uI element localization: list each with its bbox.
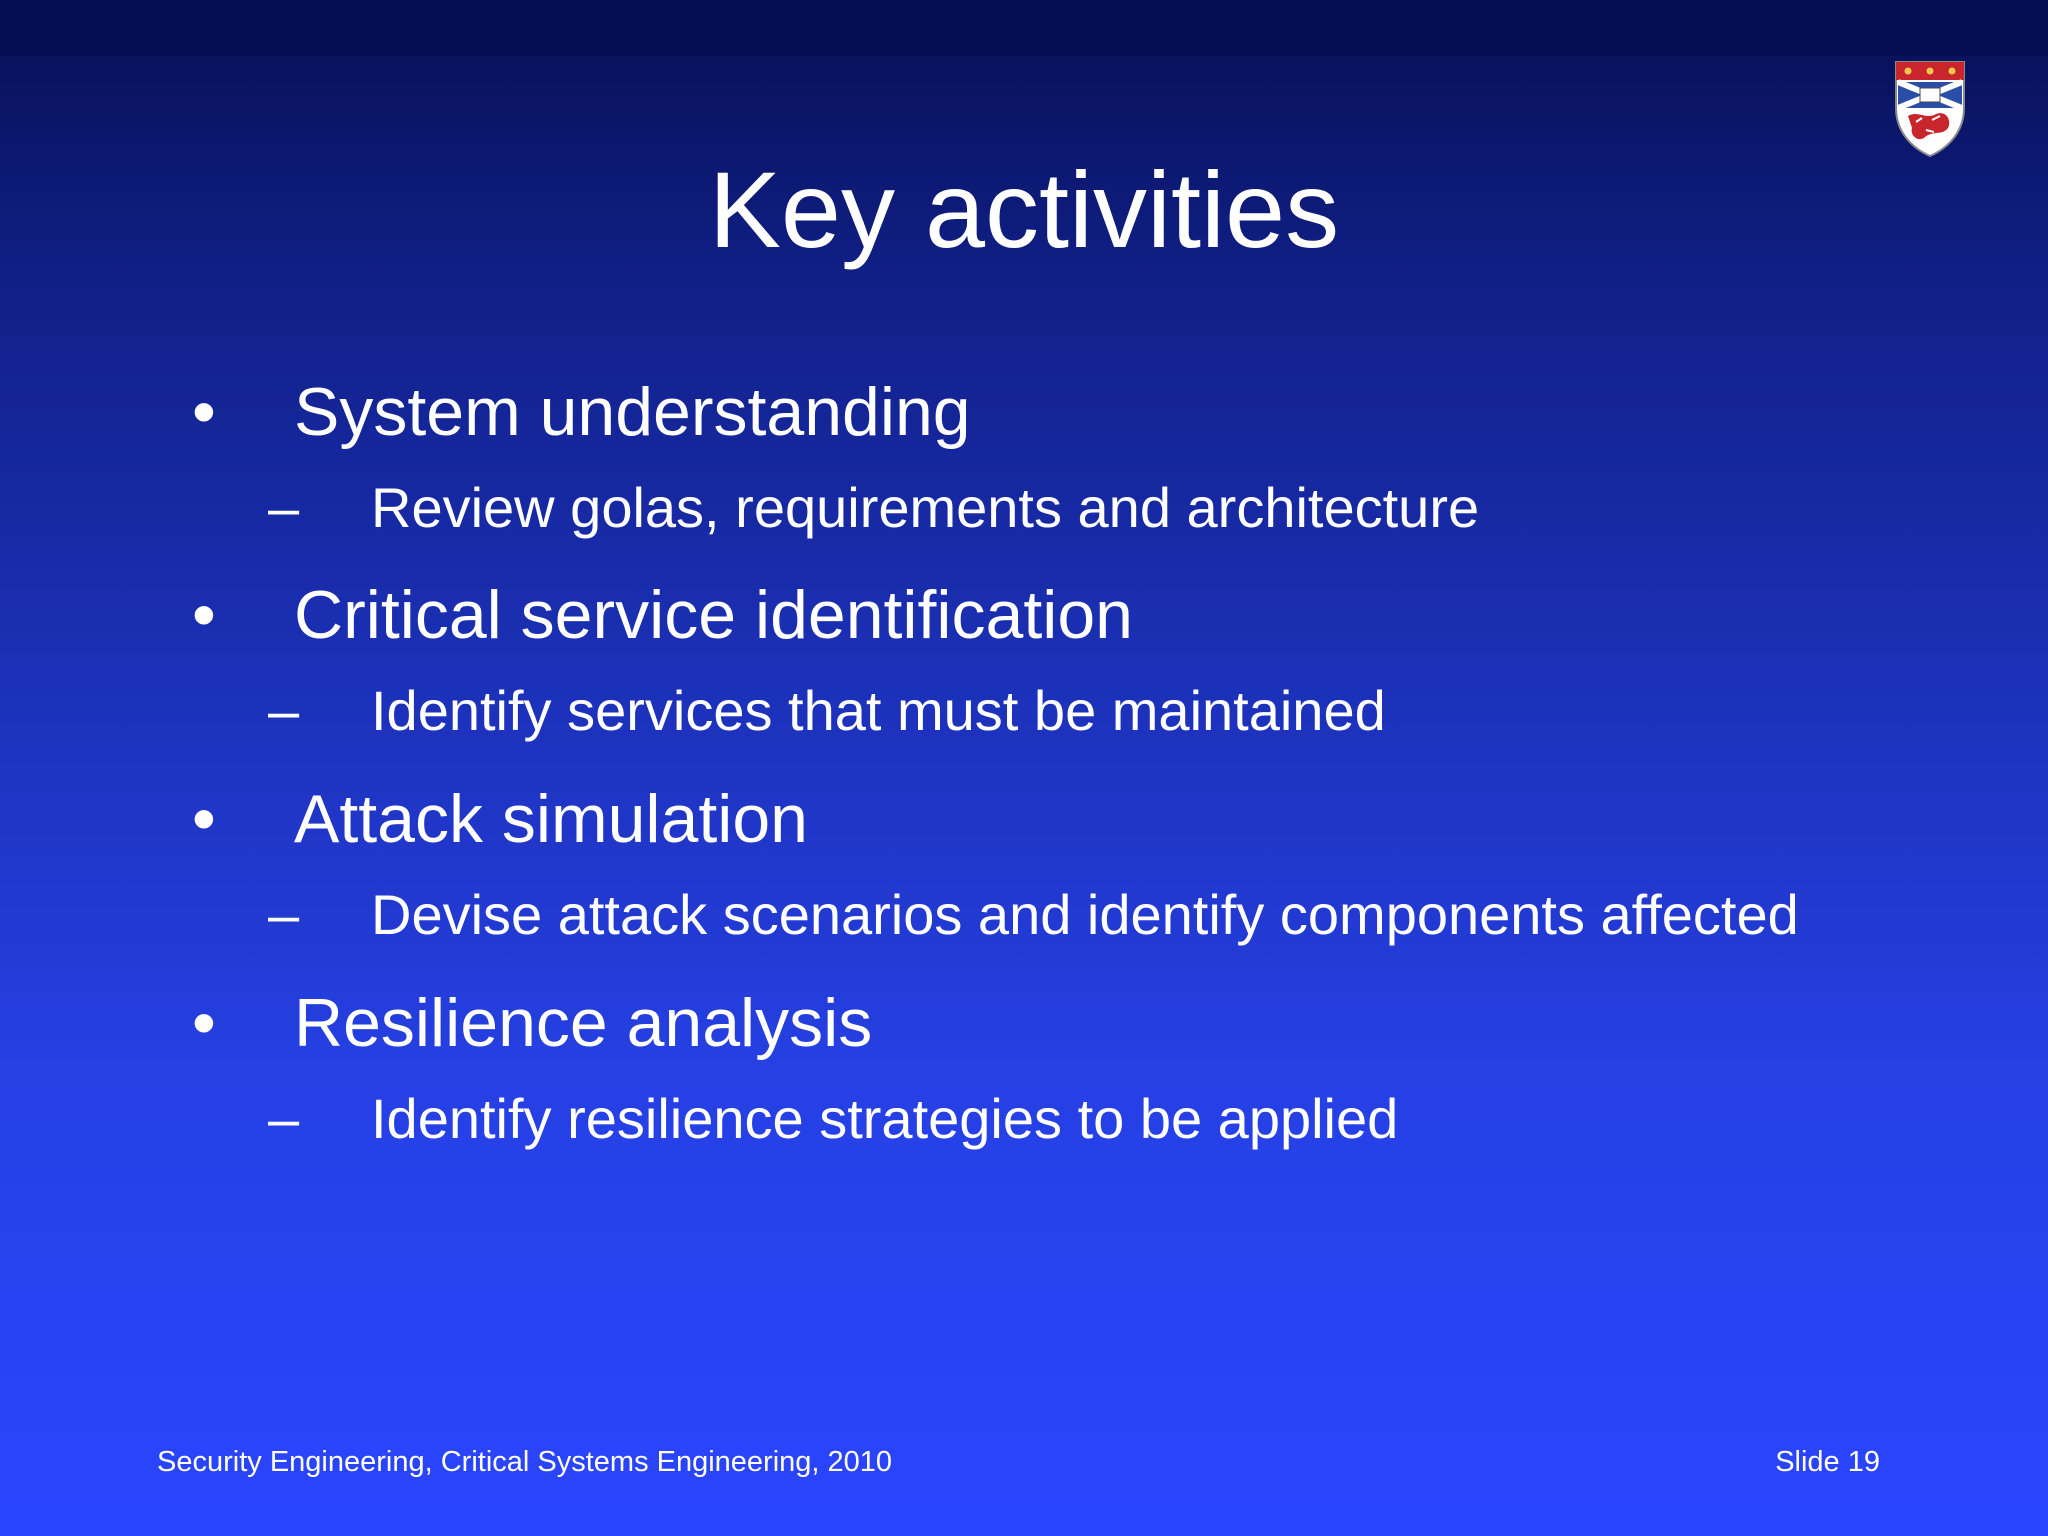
footer-course-label: Security Engineering, Critical Systems Engineering, 2010	[157, 1446, 893, 1478]
bullet-marker: •	[192, 374, 216, 450]
sub-bullet-text: Devise attack scenarios and identify components affected	[371, 883, 1799, 946]
sub-bullet-text: Review golas, requirements and architecture	[371, 476, 1480, 539]
bullet-marker: •	[192, 577, 216, 653]
footer-slide-number: Slide 19	[1775, 1446, 1880, 1478]
bullet-text: Resilience analysis	[294, 985, 873, 1061]
sub-bullet-marker: –	[268, 476, 300, 539]
sub-bullet-text: Identify resilience strategies to be applied	[371, 1087, 1399, 1150]
university-crest-icon	[1892, 58, 1968, 158]
bullet-marker: •	[192, 781, 216, 857]
slide-title: Key activities	[708, 149, 1340, 270]
sub-bullet-marker: –	[268, 679, 300, 742]
sub-bullet-marker: –	[268, 883, 300, 946]
bullet-text: Attack simulation	[294, 781, 808, 857]
sub-bullet-marker: –	[268, 1087, 300, 1150]
bullet-text: System understanding	[294, 374, 971, 450]
bullet-text: Critical service identification	[294, 577, 1133, 653]
top-band	[0, 0, 2048, 56]
sub-bullet-text: Identify services that must be maintained	[371, 679, 1386, 742]
bullet-marker: •	[192, 985, 216, 1061]
